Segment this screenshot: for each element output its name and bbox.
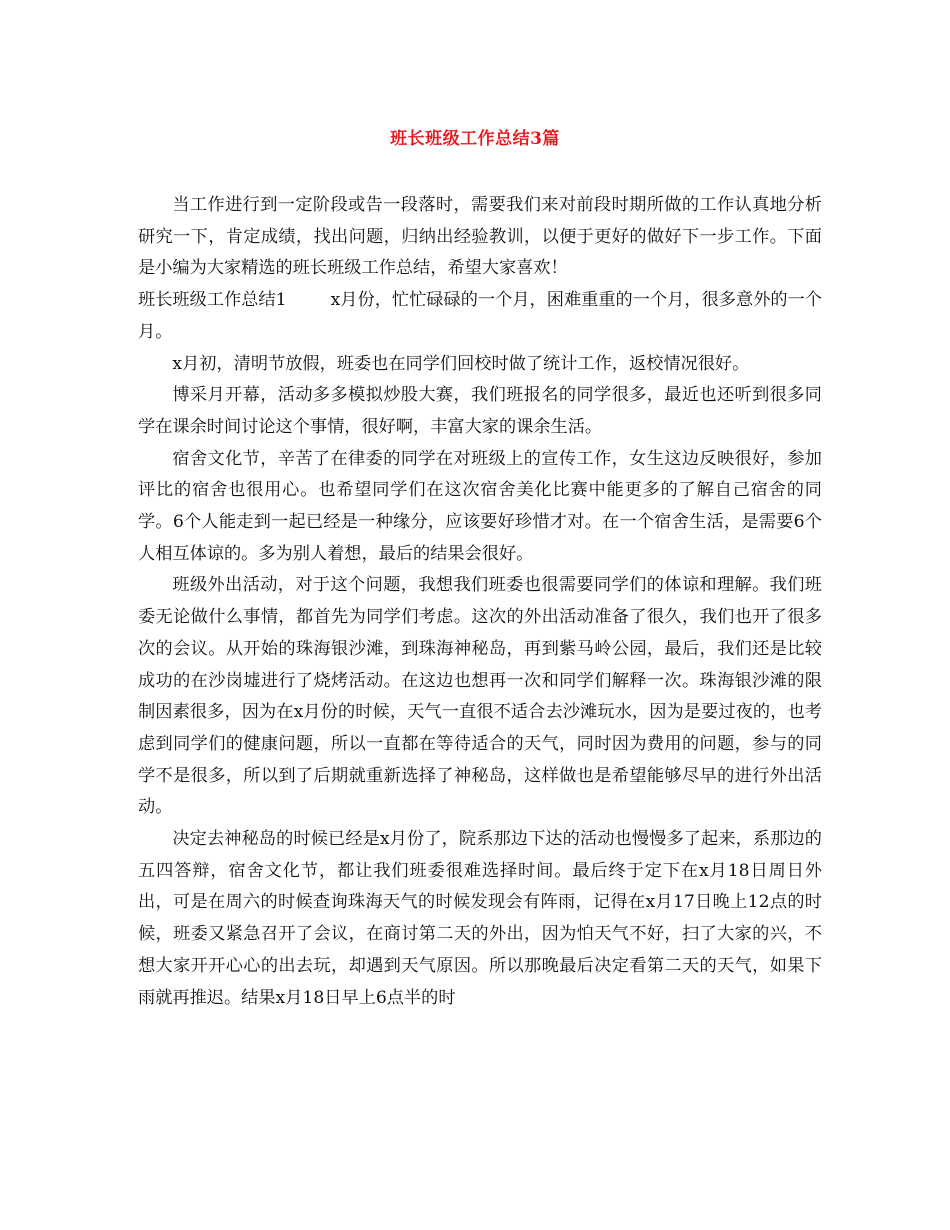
intro-paragraph: 当工作进行到一定阶段或告一段落时，需要我们来对前段时期所做的工作认真地分析研究一下，肯定成绩，找出问题，归纳出经验教训，以便于更好的做好下一步工作。下面是小编为大家精选的班长班级工作总结，希望大家喜欢！ <box>138 195 822 279</box>
body-paragraph: 博采月开幕，活动多多模拟炒股大赛，我们班报名的同学很多，最近也还听到很多同学在课余时间讨论这个事情，很好啊，丰富大家的课余生活。 <box>138 385 822 437</box>
section1-paragraph <box>138 285 822 348</box>
body-paragraph: x月初，清明节放假，班委也在同学们回校时做了统计工作，返校情况很好。 <box>172 353 750 374</box>
body-paragraph: 班级外出活动，对于这个问题，我想我们班委也很需要同学们的体谅和理解。我们班委无论做什么事情，都首先为同学们考虑。这次的外出活动准备了很久，我们也开了很多次的会议。从开始的珠海银沙滩，到珠海神秘岛，再到紫马岭公园，最后，我们还是比较成功的在沙岗墟进行了烧烤活动。在这边也想再一次和同学们解释一次。珠海银沙滩的限制因素很多，因为在x月份的时候，天气一直很不适合去沙滩玩水，因为是要过夜的，也考虑到同学们的健康问题，所以一直都在等待适合的天气，同时因为费用的问题，参与的同学不是很多，所以到了后期就重新选择了神秘岛，这样做也是希望能够尽早的进行外出活动。 <box>138 575 822 818</box>
document-title: 班长班级工作总结3篇 <box>390 129 560 149</box>
section1-heading: 班长班级工作总结1 <box>138 290 287 311</box>
document-body <box>138 190 822 1014</box>
section1-first-text: x月份，忙忙碌碌的一个月，困难重重的一个月，很多意外的一个月。 <box>138 290 822 342</box>
body-paragraph: 宿舍文化节，辛苦了在律委的同学在对班级上的宣传工作，女生这边反映很好，参加评比的宿舍也很用心。也希望同学们在这次宿舍美化比赛中能更多的了解自己宿舍的同学。6个人能走到一起已经是一种缘分，应该要好珍惜才对。在一个宿舍生活，是需要6个人相互体谅的。多为别人着想，最后的结果会很好。 <box>138 448 822 564</box>
body-paragraph: 决定去神秘岛的时候已经是x月份了，院系那边下达的活动也慢慢多了起来，系那边的五四答辩，宿舍文化节，都让我们班委很难选择时间。最后终于定下在x月18日周日外出，可是在周六的时候查询珠海天气的时候发现会有阵雨，记得在x月17日晚上12点的时候，班委又紧急召开了会议，在商讨第二天的外出，因为怕天气不好，扫了大家的兴，不想大家开开心心的出去玩，却遇到天气原因。所以那晚最后决定看第二天的天气，如果下雨就再推迟。结果x月18日早上6点半的时 <box>138 829 822 1008</box>
